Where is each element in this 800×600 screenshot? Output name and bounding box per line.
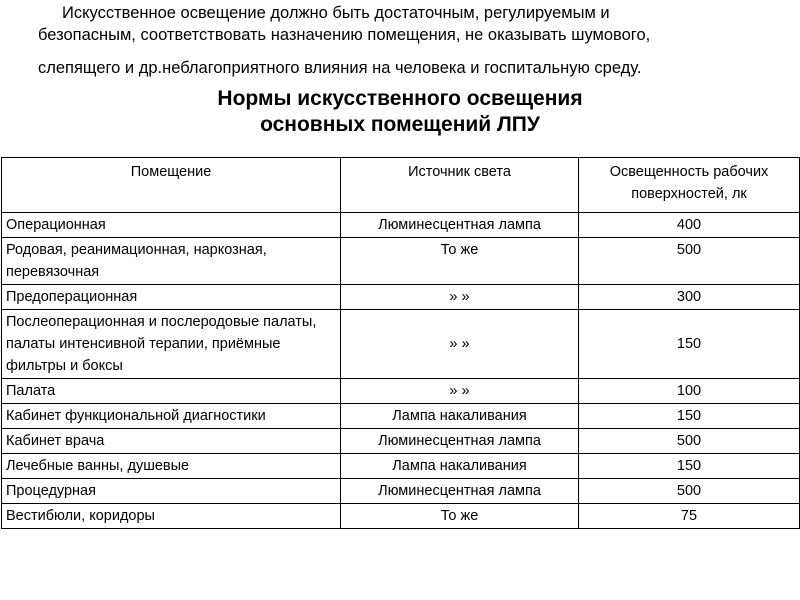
cell-room: Родовая, реанимационная, наркозная, перевязочная — [2, 238, 341, 285]
header-illuminance: Освещенность рабочих поверхностей, лк — [579, 158, 800, 213]
cell-illuminance: 150 — [579, 310, 800, 379]
cell-room: Послеоперационная и послеродовые палаты, палаты интенсивной терапии, приёмные фильтры и боксы — [2, 310, 341, 379]
cell-illuminance: 400 — [579, 213, 800, 238]
intro-line-1: Искусственное освещение должно быть достаточным, регулируемым и — [62, 4, 610, 22]
cell-room: Операционная — [2, 213, 341, 238]
cell-source: » » — [341, 285, 579, 310]
cell-source: Люминесцентная лампа — [341, 213, 579, 238]
table-row — [2, 504, 800, 529]
cell-room: Предоперационная — [2, 285, 341, 310]
cell-illuminance: 100 — [579, 379, 800, 404]
cell-illuminance: 500 — [579, 429, 800, 454]
cell-illuminance: 150 — [579, 454, 800, 479]
header-room: Помещение — [2, 158, 341, 213]
table-row — [2, 404, 800, 429]
table-row — [2, 285, 800, 310]
cell-illuminance: 75 — [579, 504, 800, 529]
cell-source: То же — [341, 238, 579, 285]
lighting-norms-table — [1, 157, 800, 529]
table-row — [2, 310, 800, 379]
page-title-line-1: Нормы искусственного освещения — [217, 87, 583, 110]
cell-source: » » — [341, 310, 579, 379]
cell-source: Люминесцентная лампа — [341, 479, 579, 504]
table-row — [2, 454, 800, 479]
cell-illuminance: 500 — [579, 479, 800, 504]
cell-room: Процедурная — [2, 479, 341, 504]
cell-source: Лампа накаливания — [341, 404, 579, 429]
cell-room: Лечебные ванны, душевые — [2, 454, 341, 479]
intro-line-2: безопасным, соответствовать назначению помещения, не оказывать шумового, — [38, 26, 651, 44]
table-row — [2, 213, 800, 238]
cell-source: Люминесцентная лампа — [341, 429, 579, 454]
cell-room: Кабинет врача — [2, 429, 341, 454]
cell-room: Кабинет функциональной диагностики — [2, 404, 341, 429]
cell-source: » » — [341, 379, 579, 404]
table-row — [2, 238, 800, 285]
cell-illuminance: 150 — [579, 404, 800, 429]
page-title-line-2: основных помещений ЛПУ — [260, 113, 540, 136]
cell-source: То же — [341, 504, 579, 529]
cell-room: Палата — [2, 379, 341, 404]
table-row — [2, 479, 800, 504]
table-header-row — [2, 158, 800, 213]
table-row — [2, 379, 800, 404]
cell-source: Лампа накаливания — [341, 454, 579, 479]
intro-line-3: слепящего и др.неблагоприятного влияния на человека и госпитальную среду. — [38, 59, 642, 77]
header-source: Источник света — [341, 158, 579, 213]
cell-illuminance: 500 — [579, 238, 800, 285]
cell-illuminance: 300 — [579, 285, 800, 310]
cell-room: Вестибюли, коридоры — [2, 504, 341, 529]
table-row — [2, 429, 800, 454]
